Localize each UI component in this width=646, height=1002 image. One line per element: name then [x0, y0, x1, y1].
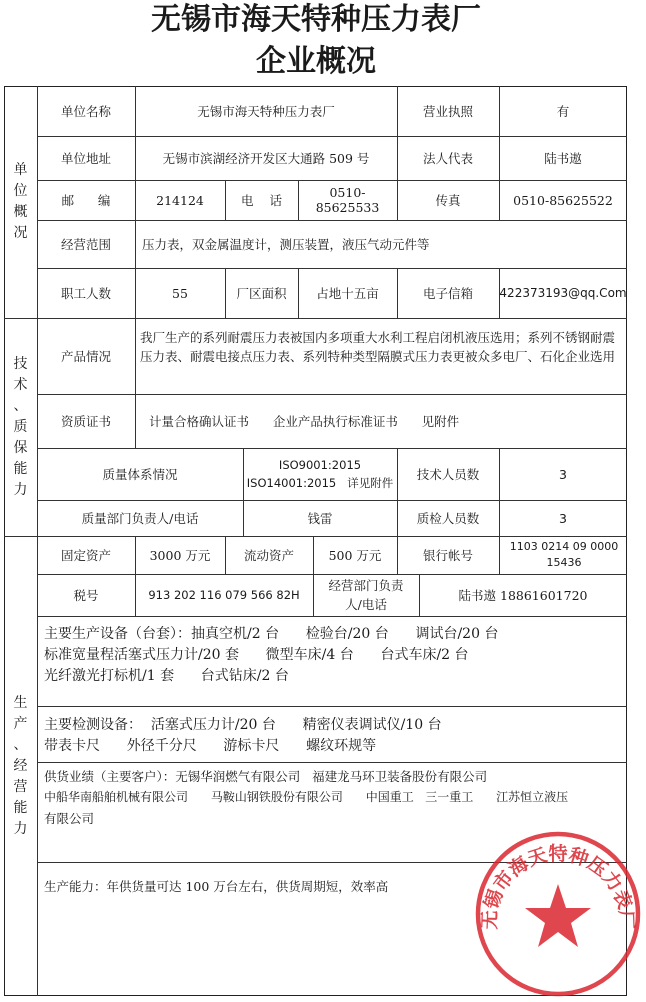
iso14001-text: ISO14001:2015 详见附件: [246, 476, 394, 490]
quality-system-label: 质量体系情况: [102, 467, 178, 482]
product-value: 我厂生产的系列耐震压力表被国内多项重大水利工程启闭机液压选用；系列不锈钢耐震压力表、耐震电接点压力表、系列特种类型隔膜式压力表更被众多电厂、石化企业选用: [140, 330, 616, 364]
section-label-production: 生 产 、 经 营 能 力: [13, 694, 28, 837]
grid-line: [37, 762, 627, 763]
supply-line: 中船华南船舶机械有限公司 马鞍山钢铁股份有限公司 中国重工 三一重工 江苏恒立液压: [44, 790, 569, 804]
iso9001-text: ISO9001:2015: [278, 458, 362, 472]
business-dept-value: 陆书遨 18861601720: [458, 588, 588, 603]
fax-value: 0510-85625522: [513, 192, 613, 208]
inspector-label: 质检人员数: [416, 511, 480, 526]
section-label-tech: 技 术 、 质 保 能 力: [13, 355, 28, 498]
email-label: 电子信箱: [422, 286, 473, 301]
legal-rep-label: 法人代表: [422, 151, 473, 166]
unit-name-label: 单位名称: [60, 104, 111, 119]
address-label: 单位地址: [60, 151, 111, 166]
supply-line: 供货业绩（主要客户）：无锡华润燃气有限公司 福建龙马环卫装备股份有限公司: [44, 769, 488, 784]
quality-dept-value: 钱雷: [307, 511, 333, 526]
current-assets-label: 流动资产: [243, 548, 294, 563]
production-equipment: [44, 624, 624, 687]
bank-account-label: 银行帐号: [422, 548, 473, 563]
tech-staff-value: 3: [559, 466, 567, 482]
document-title: 无锡市海天特种压力表厂: [151, 2, 481, 37]
address-value: 无锡市滨湖经济开发区大通路 509 号: [162, 151, 370, 166]
email-value: 422373193@qq.Com: [499, 286, 627, 300]
grid-line: [37, 706, 627, 707]
inspector-value: 3: [559, 510, 567, 526]
certificate-value: 计量合格确认证书 企业产品执行标准证书 见附件: [149, 414, 460, 429]
current-assets-value: 500 万元: [328, 548, 382, 563]
product-label: 产品情况: [60, 349, 111, 364]
company-seal: [470, 826, 646, 1002]
tech-staff-label: 技术人员数: [416, 467, 480, 482]
grid-line: [499, 536, 500, 574]
fixed-assets-label: 固定资产: [60, 548, 111, 563]
inspection-line: 主要检测设备： 活塞式压力计/20 台 精密仪表调试仪/10 台: [44, 717, 442, 733]
certificate-label: 资质证书: [60, 414, 111, 429]
bank-account-value: 1103 0214 09 0000 15436: [509, 540, 619, 569]
business-dept-label: 经营部门负责人/电话: [328, 578, 404, 612]
staff-value: 55: [172, 285, 188, 301]
supply-performance: [44, 766, 626, 829]
document-subtitle: 企业概况: [256, 44, 376, 79]
inspection-equipment: [44, 715, 624, 757]
license-value: 有: [556, 104, 570, 119]
grid-line: [37, 616, 627, 617]
quality-dept-label: 质量部门负责人/电话: [81, 511, 199, 526]
staff-label: 职工人数: [60, 286, 111, 301]
tax-id-value: 913 202 116 079 566 82H: [148, 588, 300, 602]
zip-value: 214124: [156, 192, 204, 208]
equipment-line: 光纤激光打标机/1 套 台式钻床/2 台: [44, 668, 289, 684]
scope-label: 经营范围: [60, 237, 111, 252]
fixed-assets-value: 3000 万元: [149, 548, 211, 563]
zip-label: 邮 编: [61, 193, 111, 208]
unit-name-value: 无锡市海天特种压力表厂: [197, 104, 335, 119]
phone-label: 电 话: [241, 193, 282, 208]
tax-id-label: 税号: [73, 588, 99, 603]
phone-value: 0510-85625533: [315, 185, 380, 215]
inspection-line: 带表卡尺 外径千分尺 游标卡尺 螺纹环规等: [44, 738, 377, 754]
area-value: 占地十五亩: [316, 286, 379, 301]
equipment-line: 标准宽量程活塞式压力计/20 套 微型车床/4 台 台式车床/2 台: [44, 647, 469, 663]
section-label-unit: 单 位 概 况: [13, 162, 28, 241]
production-capacity: 生产能力：年供货量可达 100 万台左右，供货周期短，效率高: [44, 879, 389, 894]
license-label: 营业执照: [422, 104, 473, 119]
quality-system-value: [243, 448, 397, 500]
supply-line: 有限公司: [44, 811, 95, 826]
scope-value: 压力表，双金属温度计，测压装置，液压气动元件等: [142, 237, 430, 252]
grid-line: [135, 318, 136, 448]
fax-label: 传真: [435, 193, 461, 208]
svg-text:无锡市海天特种压力表厂: 无锡市海天特种压力表厂: [478, 843, 638, 930]
area-label: 厂区面积: [236, 286, 287, 301]
legal-rep-value: 陆书遨: [544, 151, 582, 166]
equipment-line: 主要生产设备（台套）：抽真空机/2 台 检验台/20 台 调试台/20 台: [44, 626, 499, 642]
